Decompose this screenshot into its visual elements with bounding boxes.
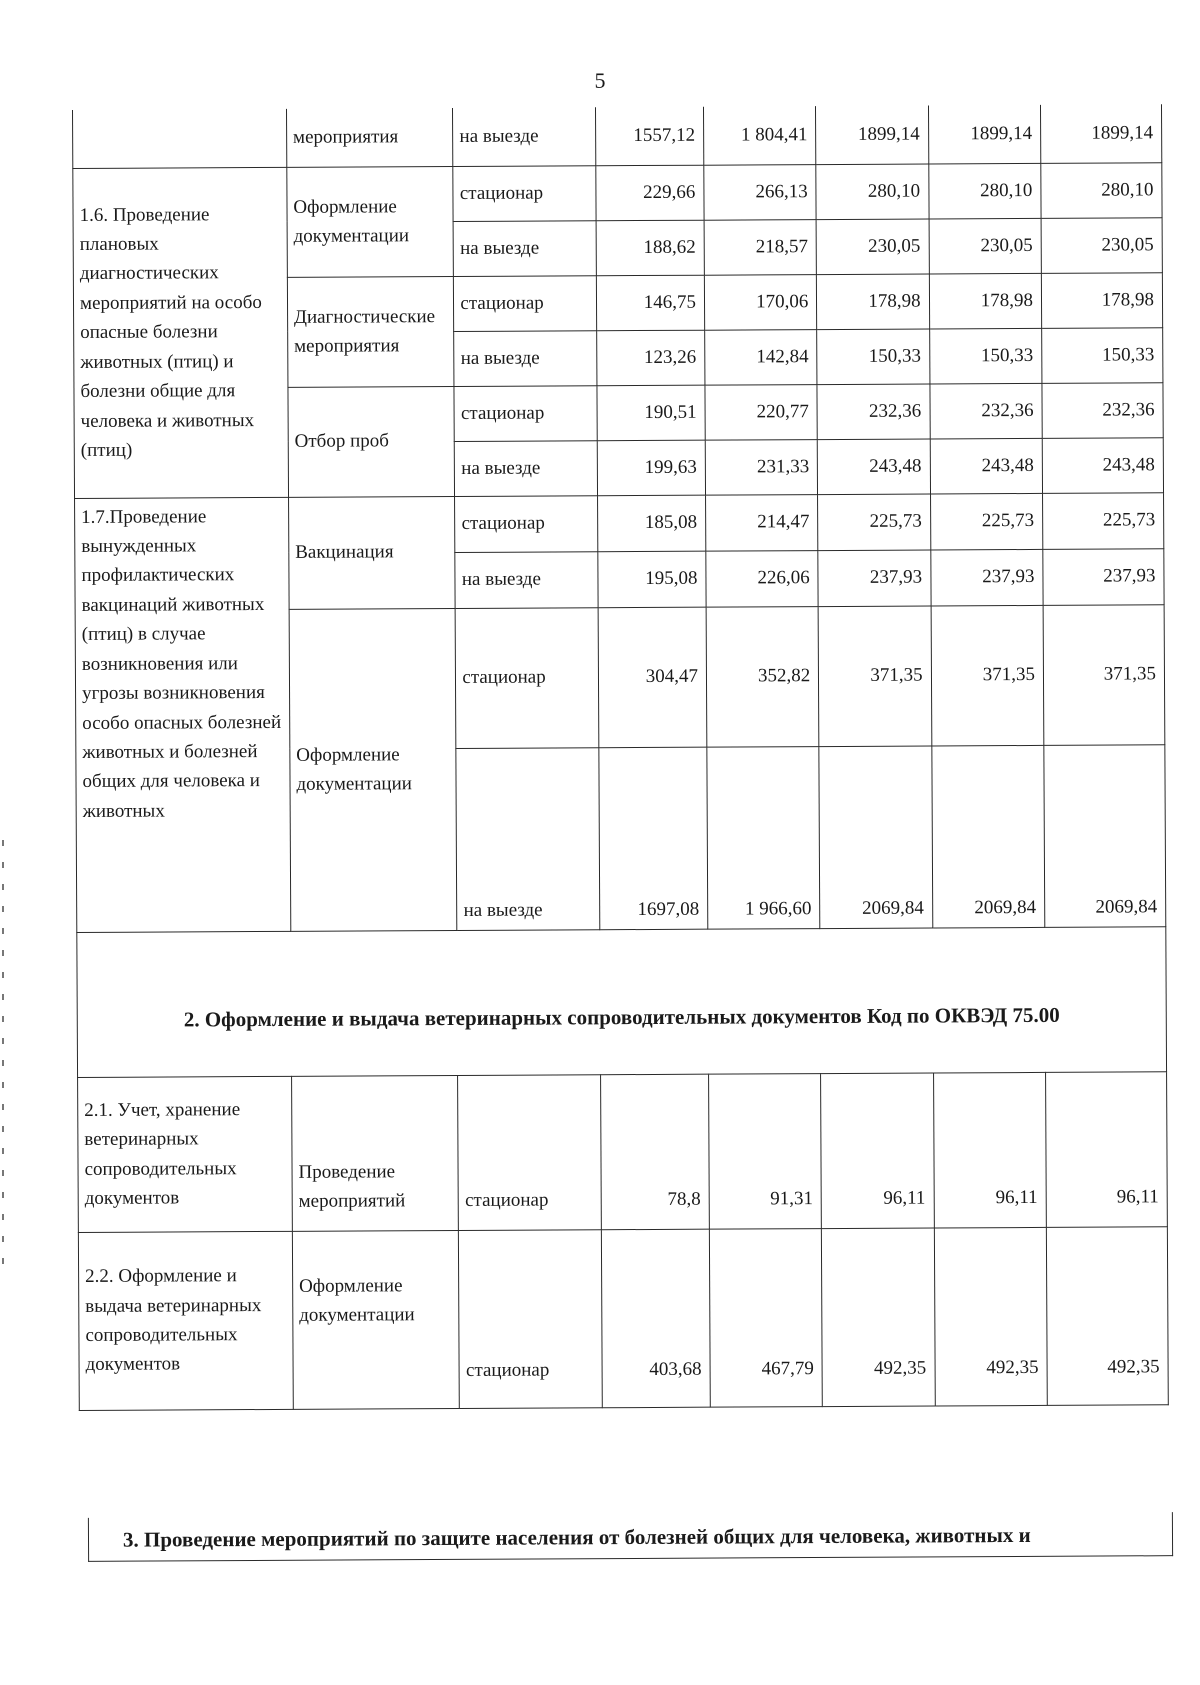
price-cell: 230,05: [929, 218, 1042, 274]
service-label: Оформление документации: [292, 1230, 459, 1409]
page-number: 5: [594, 68, 606, 93]
price-cell: 280,10: [928, 163, 1041, 219]
price-cell: 225,73: [1042, 492, 1163, 549]
price-cell: 1899,14: [1040, 104, 1161, 163]
price-cell: 492,35: [934, 1227, 1047, 1406]
price-cell: 185,08: [597, 495, 705, 552]
price-cell: 232,36: [817, 384, 930, 440]
price-cell: 178,98: [929, 273, 1042, 329]
table-row: [77, 926, 1167, 1077]
service-label: Отбор проб: [288, 386, 455, 497]
table-row: [75, 492, 1164, 554]
price-cell: 371,35: [818, 606, 931, 747]
price-cell: 1697,08: [599, 747, 708, 930]
item-2-2-title: 2.2. Оформление и выдача ветеринарных сопроводительных документов: [78, 1231, 293, 1410]
table-row: [78, 1071, 1168, 1232]
table-row: [73, 162, 1162, 223]
section-3-title: 3. Проведение мероприятий по защите населения от болезней общих для человека, животных и: [88, 1512, 1173, 1562]
price-cell: 225,73: [930, 493, 1043, 550]
price-cell: 150,33: [817, 329, 930, 385]
price-cell: 1899,14: [928, 105, 1041, 164]
service-label: Оформление документации: [289, 608, 457, 931]
price-cell: 304,47: [598, 607, 707, 748]
mode-cell: на выезде: [456, 747, 600, 930]
price-cell: 199,63: [597, 440, 705, 496]
price-cell: 170,06: [704, 274, 817, 330]
service-label: мероприятия: [286, 108, 453, 167]
price-cell: 195,08: [598, 551, 706, 608]
price-cell: 1899,14: [816, 106, 929, 165]
price-table: [72, 104, 1169, 1410]
price-cell: 280,10: [1041, 162, 1162, 218]
price-cell: 96,11: [821, 1073, 934, 1229]
price-cell: 243,48: [930, 438, 1043, 494]
section-1-7-title: 1.7.Проведение вынужденных профилактических вакцинаций животных (птиц) в случае возникновения или угрозы возникновения особо опасных болезней животных и болезней общих для человека и животных: [75, 497, 291, 932]
mode-cell: стационар: [453, 165, 596, 221]
price-cell: 78,8: [601, 1074, 710, 1230]
service-label: Вакцинация: [288, 496, 455, 609]
mode-cell: на выезде: [454, 330, 597, 386]
price-cell: 150,33: [929, 328, 1042, 384]
price-cell: 232,36: [1042, 382, 1163, 438]
price-cell: 123,26: [597, 330, 705, 386]
price-cell: 2069,84: [931, 745, 1044, 928]
price-cell: 237,93: [1043, 548, 1164, 605]
mode-cell: стационар: [455, 607, 598, 748]
mode-cell: на выезде: [453, 107, 596, 166]
price-cell: 232,36: [930, 383, 1043, 439]
price-cell: 243,48: [1042, 437, 1163, 493]
price-cell: 96,11: [1046, 1071, 1168, 1227]
mode-cell: стационар: [454, 385, 597, 441]
table-row: [78, 1226, 1168, 1410]
mode-cell: стационар: [455, 495, 598, 552]
price-cell: 1 966,60: [707, 746, 820, 929]
table-row: [72, 104, 1161, 168]
mode-cell: стационар: [459, 1229, 603, 1408]
price-cell: 371,35: [931, 605, 1044, 746]
price-cell: 492,35: [822, 1228, 935, 1407]
price-cell: 243,48: [818, 439, 931, 495]
service-label: Оформление документации: [287, 166, 454, 277]
price-cell: 214,47: [705, 494, 818, 551]
price-cell: 2069,84: [819, 746, 932, 929]
price-cell: 237,93: [930, 549, 1043, 606]
mode-cell: на выезде: [453, 220, 596, 276]
price-cell: 230,05: [816, 219, 929, 275]
price-cell: 218,57: [704, 219, 817, 275]
price-cell: 188,62: [596, 220, 704, 276]
empty-cell: [72, 109, 286, 168]
price-cell: 492,35: [1046, 1226, 1168, 1405]
price-cell: 1 804,41: [703, 106, 816, 165]
mode-cell: на выезде: [455, 551, 598, 608]
service-label: Диагностические мероприятия: [287, 276, 454, 387]
price-cell: 190,51: [597, 385, 705, 441]
price-cell: 2069,84: [1044, 744, 1166, 927]
mode-cell: на выезде: [455, 440, 598, 496]
price-cell: 229,66: [596, 165, 704, 221]
mode-cell: стационар: [454, 275, 597, 331]
price-cell: 352,82: [706, 606, 819, 747]
item-2-1-title: 2.1. Учет, хранение ветеринарных сопроводительных документов: [78, 1076, 293, 1232]
price-cell: 178,98: [817, 274, 930, 330]
price-cell: 146,75: [596, 275, 704, 331]
price-cell: 266,13: [704, 164, 817, 220]
price-cell: 178,98: [1041, 272, 1162, 328]
price-cell: 237,93: [818, 550, 931, 607]
price-cell: 225,73: [818, 494, 931, 551]
price-cell: 467,79: [709, 1228, 822, 1407]
price-cell: 91,31: [709, 1073, 822, 1229]
price-cell: 403,68: [601, 1229, 710, 1408]
price-cell: 150,33: [1042, 327, 1163, 383]
service-label: Проведение мероприятий: [291, 1075, 458, 1231]
price-cell: 1557,12: [595, 107, 703, 166]
price-cell: 142,84: [705, 329, 818, 385]
scan-edge-mark: [2, 840, 4, 1280]
section-1-6-title: 1.6. Проведение плановых диагностических мероприятий на особо опасные болезни животных (птиц) и болезни общие для человека и животных (птиц): [73, 167, 289, 498]
price-cell: 220,77: [705, 384, 818, 440]
section-2-title: 2. Оформление и выдача ветеринарных сопроводительных документов Код по ОКВЭД 75.00: [77, 926, 1167, 1077]
price-cell: 371,35: [1043, 604, 1165, 745]
mode-cell: стационар: [458, 1074, 601, 1230]
price-cell: 231,33: [705, 439, 818, 495]
price-cell: 230,05: [1041, 217, 1162, 273]
price-cell: 96,11: [933, 1072, 1046, 1228]
price-cell: 280,10: [816, 164, 929, 220]
price-cell: 226,06: [706, 550, 819, 607]
